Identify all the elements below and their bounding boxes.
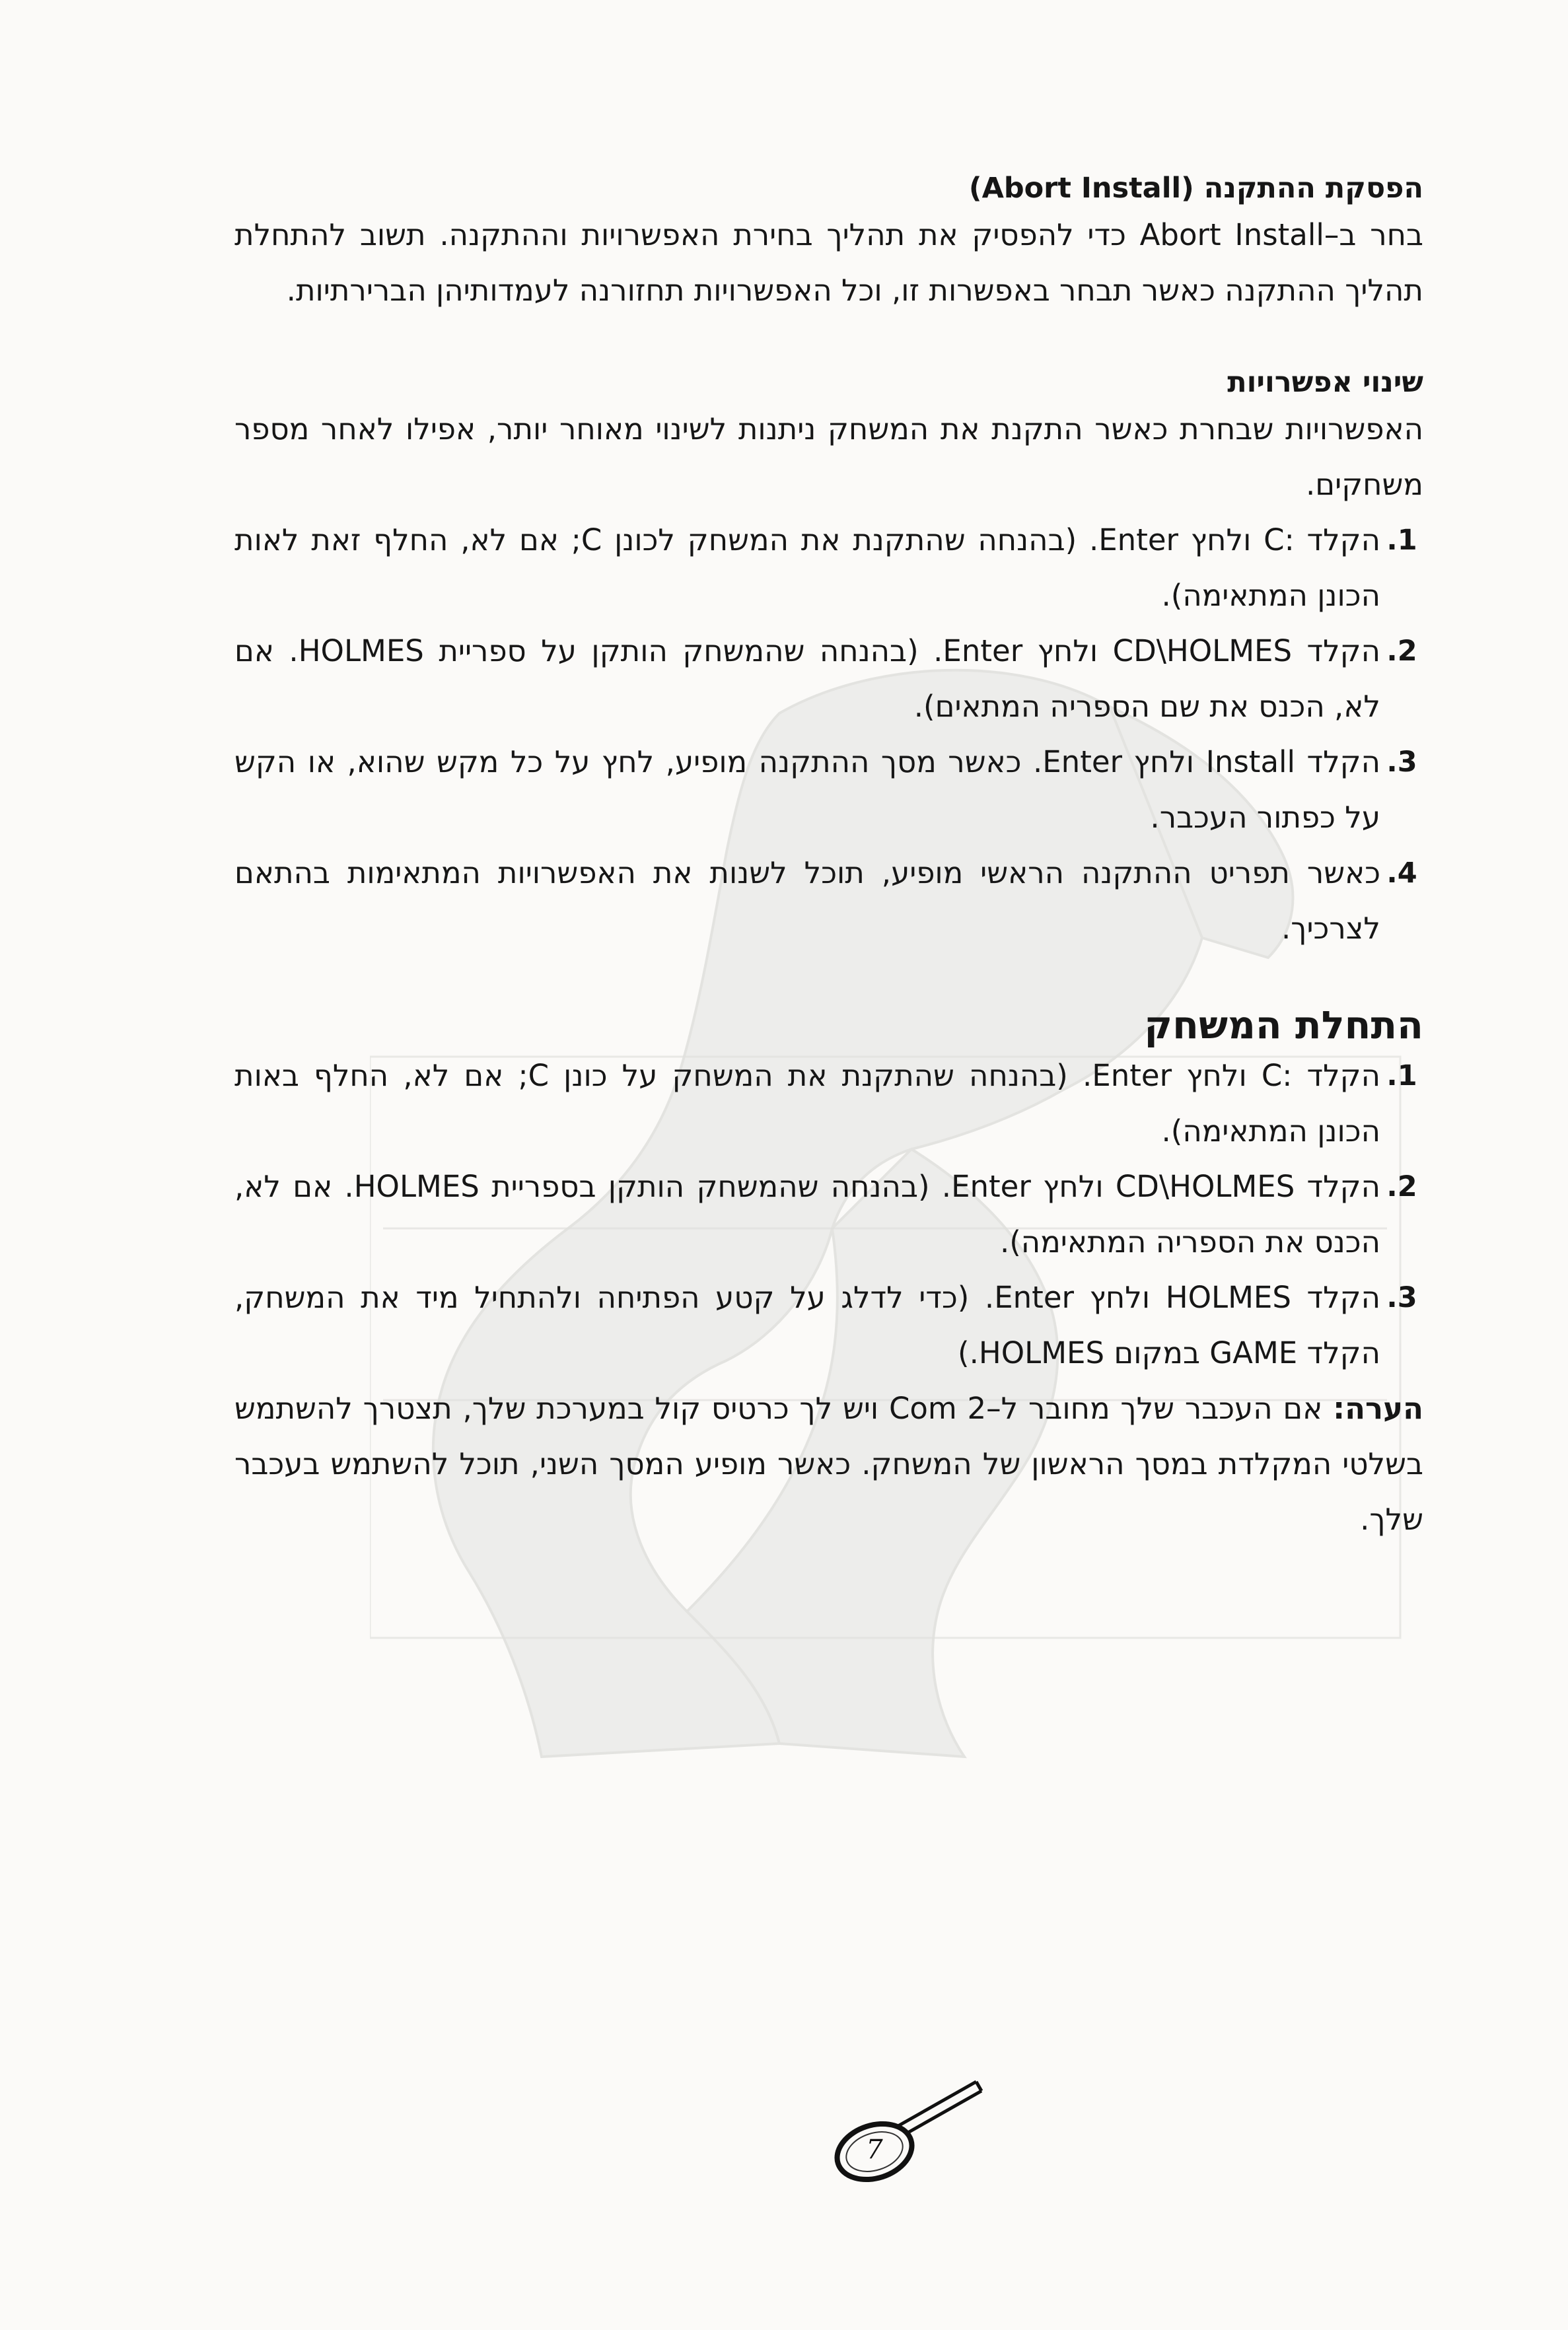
change-options-intro: האפשרויות שבחרת כאשר התקנת את המשחק ניתנות לשינוי מאוחר יותר, אפילו לאחר מספר משחקים. bbox=[234, 411, 1423, 502]
abort-install-heading: הפסקת ההתקנה (Abort Install) bbox=[968, 172, 1423, 205]
list-item bbox=[234, 1159, 1423, 1270]
list-item bbox=[234, 845, 1423, 956]
step-number: 1. bbox=[1386, 1059, 1417, 1093]
page-footer bbox=[819, 2067, 1017, 2199]
list-item bbox=[234, 512, 1423, 623]
step-text: הקלד :C ולחץ Enter. (בהנחה שהתקנת את המשחק לכונן C; אם לא, החלף זאת לאות הכונן המתאימה). bbox=[234, 522, 1380, 613]
magnifying-glass-icon bbox=[819, 2067, 1017, 2199]
step-number: 2. bbox=[1386, 634, 1417, 668]
list-item bbox=[234, 1270, 1423, 1381]
document-body bbox=[234, 170, 1423, 1547]
note-paragraph bbox=[234, 1381, 1423, 1547]
step-text: הקלד :C ולחץ Enter. (בהנחה שהתקנת את המשחק על כונן C; אם לא, החלף באות הכונן המתאימה). bbox=[234, 1058, 1381, 1149]
start-game-steps bbox=[234, 1048, 1423, 1381]
step-number: 3. bbox=[1386, 745, 1417, 779]
note-label: הערה: bbox=[1333, 1391, 1423, 1427]
step-text: הקלד CD\HOLMES ולחץ Enter. (בהנחה שהמשחק הותקן על ספריית HOLMES. אם לא, הכנס את שם הספריה המתאים). bbox=[234, 633, 1380, 724]
step-number: 2. bbox=[1386, 1170, 1417, 1204]
step-text: הקלד CD\HOLMES ולחץ Enter. (בהנחה שהמשחק הותקן בספריית HOLMES. אם לא, הכנס את הספריה המתאימה). bbox=[234, 1169, 1380, 1260]
list-item bbox=[234, 1048, 1423, 1159]
change-options-heading: שינוי אפשרויות bbox=[1227, 365, 1423, 399]
change-options-steps bbox=[234, 512, 1423, 956]
step-number: 1. bbox=[1386, 523, 1417, 557]
list-item bbox=[234, 734, 1423, 845]
list-item bbox=[234, 623, 1423, 734]
step-text: כאשר תפריט ההתקנה הראשי מופיע, תוכל לשנות את האפשרויות המתאימות בהתאם לצרכיך. bbox=[234, 855, 1380, 946]
page-number: 7 bbox=[866, 2135, 883, 2165]
abort-install-paragraph: בחר ב–Abort Install כדי להפסיק את תהליך בחירת האפשרויות וההתקנה. תשוב להתחלת תהליך ההתקנה כאשר תבחר באפשרות זו, וכל האפשרויות תחזורנה לעמדותיהן הברירתיות. bbox=[234, 217, 1424, 308]
step-number: 3. bbox=[1386, 1281, 1417, 1315]
note-text: אם העכבר שלך מחובר ל–Com 2 ויש לך כרטיס קול במערכת שלך, תצטרך להשתמש בשלטי המקלדת במסך הראשון של המשחק. כאשר מופיע המסך השני, תוכל להשתמש בעכבר שלך. bbox=[234, 1391, 1423, 1537]
start-game-heading: התחלת המשחק bbox=[1144, 1002, 1423, 1047]
step-number: 4. bbox=[1386, 856, 1417, 890]
step-text: הקלד Install ולחץ Enter. כאשר מסך ההתקנה מופיע, לחץ על כל מקש שהוא, או הקש על כפתור העכבר. bbox=[234, 744, 1380, 835]
step-text: הקלד HOLMES ולחץ Enter. (כדי לדלג על קטע הפתיחה ולהתחיל מיד את המשחק, הקלד GAME במקום HOLMES.) bbox=[234, 1280, 1381, 1371]
